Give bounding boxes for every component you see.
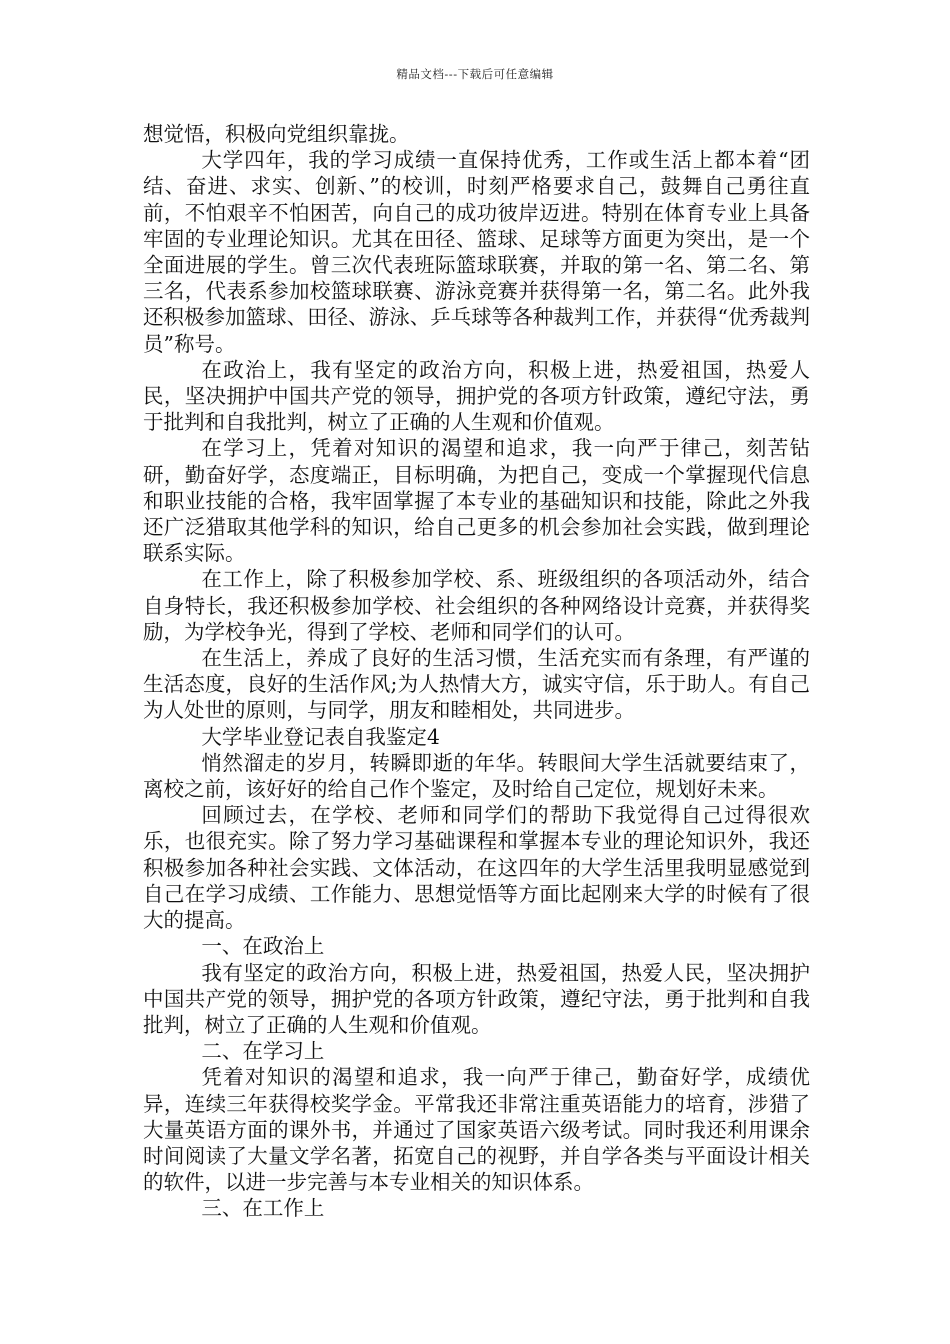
paragraph: 在生活上，养成了良好的生活习惯，生活充实而有条理，有严谨的生活态度，良好的生活作风;为人热情大方，诚实守信，乐于助人。有自己为人处世的原则，与同学，朋友和睦相处，共同进步。 bbox=[143, 646, 810, 723]
section-heading: 二、在学习上 bbox=[201, 1039, 325, 1064]
paragraph: 在政治上，我有坚定的政治方向，积极上进，热爱祖国，热爱人民，坚决拥护中国共产党的领导，拥护党的各项方针政策，遵纪守法，勇于批判和自我批判，树立了正确的人生观和价值观。 bbox=[143, 357, 810, 435]
paragraph: 凭着对知识的渴望和追求，我一向严于律己，勤奋好学，成绩优异，连续三年获得校奖学金。平常我还非常注重英语能力的培育，涉猎了大量英语方面的课外书，并通过了国家英语六级考试。同时我还利用课余时间阅读了大量文学名著，拓宽自己的视野，并自学各类与平面设计相关的软件，以进一步完善与本专业相关的知识体系。 bbox=[143, 1065, 810, 1195]
document-body bbox=[143, 121, 810, 1222]
section-heading: 一、在政治上 bbox=[201, 934, 325, 959]
section-heading: 大学毕业登记表自我鉴定4 bbox=[201, 724, 440, 749]
paragraph: 回顾过去，在学校、老师和同学们的帮助下我觉得自己过得很欢乐，也很充实。除了努力学习基础课程和掌握本专业的理论知识外，我还积极参加各种社会实践、文体活动，在这四年的大学生活里我明显感觉到自己在学习成绩、工作能力、思想觉悟等方面比起刚来大学的时候有了很大的提高。 bbox=[143, 803, 810, 933]
section-heading: 三、在工作上 bbox=[201, 1196, 325, 1221]
paragraph: 在工作上，除了积极参加学校、系、班级组织的各项活动外，结合自身特长，我还积极参加学校、社会组织的各种网络设计竞赛，并获得奖励，为学校争光，得到了学校、老师和同学们的认可。 bbox=[143, 567, 810, 644]
paragraph: 大学四年，我的学习成绩一直保持优秀，工作或生活上都本着“团结、奋进、求实、创新、”的校训，时刻严格要求自己，鼓舞自己勇往直前，不怕艰辛不怕困苦，向自己的成功彼岸迈进。特别在体育专业上具备牢固的专业理论知识。尤其在田径、篮球、足球等方面更为突出，是一个全面进展的学生。曾三次代表班际篮球联赛，并取的第一名、第二名、第三名，代表系参加校篮球联赛、游泳竞赛并获得第一名，第二名。此外我还积极参加篮球、田径、游泳、乒乓球等各种裁判工作，并获得“优秀裁判员”称号。 bbox=[143, 148, 810, 356]
paragraph: 我有坚定的政治方向，积极上进，热爱祖国，热爱人民，坚决拥护中国共产党的领导，拥护党的各项方针政策，遵纪守法，勇于批判和自我批判，树立了正确的人生观和价值观。 bbox=[143, 960, 810, 1037]
paragraph: 想觉悟，积极向党组织靠拢。 bbox=[143, 122, 410, 146]
page-header: 精品文档---下载后可任意编辑 bbox=[396, 67, 554, 81]
paragraph: 在学习上，凭着对知识的渴望和追求，我一向严于律己，刻苦钻研，勤奋好学，态度端正，目标明确，为把自己，变成一个掌握现代信息和职业技能的合格，我牢固掌握了本专业的基础知识和技能，除此之外我还广泛猎取其他学科的知识，给自己更多的机会参加社会实践，做到理论联系实际。 bbox=[143, 436, 810, 566]
paragraph: 悄然溜走的岁月，转瞬即逝的年华。转眼间大学生活就要结束了，离校之前，该好好的给自己作个鉴定，及时给自己定位，规划好未来。 bbox=[143, 750, 810, 802]
